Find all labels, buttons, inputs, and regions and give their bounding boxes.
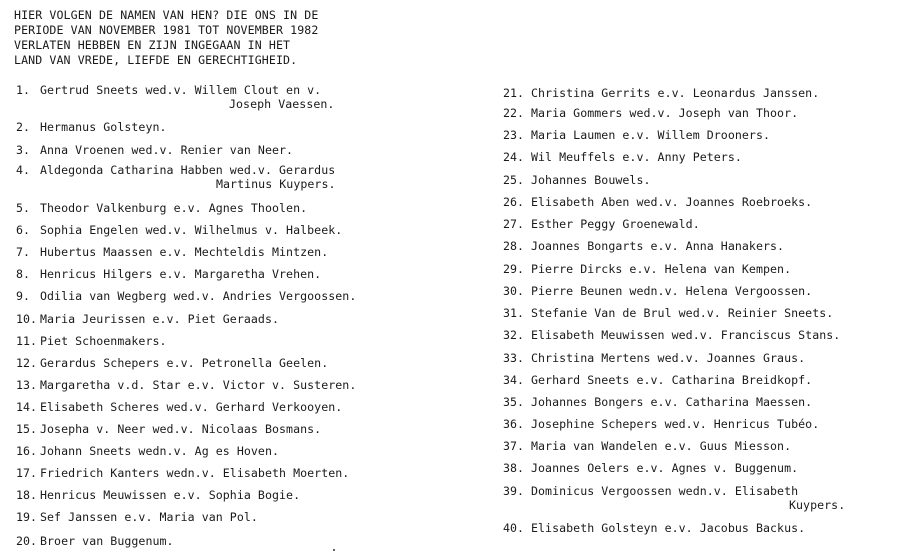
list-item-name: Stefanie Van de Brul wed.v. Reinier Sneets. xyxy=(531,306,834,320)
list-item xyxy=(16,289,356,303)
list-item-number: 22. xyxy=(503,106,525,120)
list-item-number: 3. xyxy=(16,143,31,157)
list-item-text xyxy=(503,373,812,387)
list-item-name: Gerhard Sneets e.v. Catharina Breidkopf. xyxy=(531,373,813,387)
list-item-text xyxy=(16,245,328,259)
list-item xyxy=(503,461,798,475)
list-item-number: 15. xyxy=(16,422,38,436)
list-item-name: Broer van Buggenum. xyxy=(40,534,174,548)
list-item xyxy=(503,195,812,209)
list-item-text xyxy=(16,356,328,370)
list-item-number: 37. xyxy=(503,439,525,453)
list-item-continuation: Kuypers. xyxy=(789,498,846,512)
list-item-continuation: Martinus Kuypers. xyxy=(216,177,336,191)
list-item xyxy=(16,83,334,111)
list-item-name: Aldegonda Catharina Habben wed.v. Gerardus xyxy=(40,163,336,177)
list-item-name: Margaretha v.d. Star e.v. Victor v. Susteren. xyxy=(40,378,357,392)
list-item-text xyxy=(16,334,167,348)
list-item xyxy=(16,466,349,480)
list-item-text xyxy=(16,510,258,524)
list-item-name: Theodor Valkenburg e.v. Agnes Thoolen. xyxy=(40,201,308,215)
list-item xyxy=(503,306,833,320)
list-item-text xyxy=(503,86,819,100)
list-item xyxy=(16,334,167,348)
list-item-name: Hubertus Maassen e.v. Mechteldis Mintzen. xyxy=(40,245,329,259)
list-item-name: Friedrich Kanters wedn.v. Elisabeth Moerten. xyxy=(40,466,350,480)
list-item xyxy=(16,201,307,215)
list-item-number: 23. xyxy=(503,128,525,142)
list-item-text xyxy=(16,120,167,134)
list-item-text xyxy=(503,195,812,209)
list-item-number: 31. xyxy=(503,306,525,320)
list-item xyxy=(16,312,279,326)
list-item-text xyxy=(16,444,279,458)
list-item xyxy=(16,120,167,134)
list-item xyxy=(16,356,328,370)
list-item-text xyxy=(16,143,293,157)
list-item-number: 12. xyxy=(16,356,38,370)
list-item-text xyxy=(503,262,791,276)
list-item-number: 32. xyxy=(503,328,525,342)
list-item-name: Dominicus Vergoossen wedn.v. Elisabeth xyxy=(531,484,799,498)
list-item-number: 9. xyxy=(16,289,31,303)
list-item-text xyxy=(503,217,700,231)
list-item xyxy=(16,444,279,458)
list-item xyxy=(503,484,845,512)
list-item xyxy=(503,439,791,453)
list-item-number: 26. xyxy=(503,195,525,209)
list-item xyxy=(503,106,798,120)
list-item xyxy=(503,128,770,142)
list-item xyxy=(503,86,819,100)
list-item xyxy=(503,328,840,342)
list-item xyxy=(16,143,293,157)
list-item xyxy=(503,284,812,298)
header-line: VERLATEN HEBBEN EN ZIJN INGEGAAN IN HET xyxy=(14,38,291,52)
list-item-text xyxy=(16,201,307,215)
stray-mark xyxy=(333,549,335,551)
list-item-number: 18. xyxy=(16,488,38,502)
list-item-name: Odilia van Wegberg wed.v. Andries Vergoossen. xyxy=(40,289,357,303)
list-item-name: Christina Gerrits e.v. Leonardus Janssen. xyxy=(531,86,820,100)
list-item-text xyxy=(503,150,742,164)
list-item-name: Sef Janssen e.v. Maria van Pol. xyxy=(40,510,258,524)
list-item-number: 28. xyxy=(503,239,525,253)
list-item xyxy=(16,245,328,259)
list-item-name: Hermanus Golsteyn. xyxy=(40,120,167,134)
list-item-name: Johannes Bouwels. xyxy=(531,173,651,187)
header-line: LAND VAN VREDE, LIEFDE EN GERECHTIGHEID. xyxy=(14,53,298,67)
list-item-number: 19. xyxy=(16,510,38,524)
list-item xyxy=(16,223,342,237)
list-item-number: 4. xyxy=(16,163,31,177)
list-item-text xyxy=(16,163,335,177)
list-item-number: 10. xyxy=(16,312,38,326)
list-item-text xyxy=(503,439,791,453)
list-item-text xyxy=(503,521,805,535)
list-item-text xyxy=(503,106,798,120)
list-item xyxy=(16,422,321,436)
list-item-text xyxy=(16,378,356,392)
list-item-text xyxy=(16,83,321,97)
list-item-name: Henricus Hilgers e.v. Margaretha Vrehen. xyxy=(40,267,322,281)
list-item-text xyxy=(503,328,840,342)
list-item-number: 2. xyxy=(16,120,31,134)
list-item xyxy=(503,521,805,535)
list-item-name: Johannes Bongers e.v. Catharina Maessen. xyxy=(531,395,813,409)
list-item-number: 30. xyxy=(503,284,525,298)
list-item-name: Elisabeth Scheres wed.v. Gerhard Verkooyen. xyxy=(40,400,343,414)
list-item-name: Maria Gommers wed.v. Joseph van Thoor. xyxy=(531,106,799,120)
list-item xyxy=(16,488,300,502)
list-item-number: 14. xyxy=(16,400,38,414)
list-item xyxy=(503,239,784,253)
list-item xyxy=(16,163,336,191)
list-item-name: Elisabeth Golsteyn e.v. Jacobus Backus. xyxy=(531,521,806,535)
list-item-continuation: Joseph Vaessen. xyxy=(229,97,335,111)
list-item-number: 1. xyxy=(16,83,31,97)
list-item-text xyxy=(503,306,833,320)
list-item xyxy=(16,510,258,524)
list-item-name: Christina Mertens wed.v. Joannes Graus. xyxy=(531,351,806,365)
list-item-text xyxy=(16,267,321,281)
list-item-text xyxy=(503,239,784,253)
list-item-number: 7. xyxy=(16,245,31,259)
list-item xyxy=(16,267,321,281)
list-item-text xyxy=(16,400,342,414)
list-item xyxy=(503,351,805,365)
list-item-text xyxy=(16,422,321,436)
list-item-number: 17. xyxy=(16,466,38,480)
list-item-text xyxy=(16,312,279,326)
list-item-name: Wil Meuffels e.v. Anny Peters. xyxy=(531,150,742,164)
list-item xyxy=(16,378,356,392)
list-item-number: 11. xyxy=(16,334,38,348)
list-item-text xyxy=(503,417,819,431)
list-item-name: Pierre Beunen wedn.v. Helena Vergoossen. xyxy=(531,284,813,298)
list-item-name: Maria Jeurissen e.v. Piet Geraads. xyxy=(40,312,280,326)
list-item-number: 27. xyxy=(503,217,525,231)
list-item-text xyxy=(503,461,798,475)
list-item-name: Maria van Wandelen e.v. Guus Miesson. xyxy=(531,439,792,453)
list-item-number: 6. xyxy=(16,223,31,237)
list-item-number: 33. xyxy=(503,351,525,365)
list-item-number: 29. xyxy=(503,262,525,276)
list-item-text xyxy=(16,466,349,480)
list-item-name: Sophia Engelen wed.v. Wilhelmus v. Halbeek. xyxy=(40,223,343,237)
list-item-name: Maria Laumen e.v. Willem Drooners. xyxy=(531,128,771,142)
list-item-name: Gertrud Sneets wed.v. Willem Clout en v. xyxy=(40,83,322,97)
list-item xyxy=(503,262,791,276)
list-item-name: Gerardus Schepers e.v. Petronella Geelen. xyxy=(40,356,329,370)
list-item-text xyxy=(503,351,805,365)
list-item-number: 36. xyxy=(503,417,525,431)
list-item xyxy=(503,417,819,431)
list-item-name: Johann Sneets wedn.v. Ag es Hoven. xyxy=(40,444,280,458)
list-item-name: Josephine Schepers wed.v. Henricus Tubéo. xyxy=(531,417,820,431)
list-item-number: 21. xyxy=(503,86,525,100)
list-item-text xyxy=(503,128,770,142)
list-item-number: 35. xyxy=(503,395,525,409)
list-item-number: 8. xyxy=(16,267,31,281)
list-item-name: Anna Vroenen wed.v. Renier van Neer. xyxy=(40,143,294,157)
list-item-number: 39. xyxy=(503,484,525,498)
list-item-name: Elisabeth Meuwissen wed.v. Franciscus Stans. xyxy=(531,328,841,342)
list-item xyxy=(16,534,174,548)
header-line: HIER VOLGEN DE NAMEN VAN HEN? DIE ONS IN DE xyxy=(14,8,319,22)
list-item-number: 16. xyxy=(16,444,38,458)
list-item xyxy=(16,400,342,414)
list-item-text xyxy=(503,484,798,498)
list-item-name: Piet Schoenmakers. xyxy=(40,334,167,348)
list-item-text xyxy=(16,534,174,548)
list-item-number: 5. xyxy=(16,201,31,215)
list-item xyxy=(503,395,812,409)
list-item xyxy=(503,217,700,231)
list-item-number: 40. xyxy=(503,521,525,535)
list-item-name: Esther Peggy Groenewald. xyxy=(531,217,700,231)
list-item-number: 34. xyxy=(503,373,525,387)
list-item-name: Josepha v. Neer wed.v. Nicolaas Bosmans. xyxy=(40,422,322,436)
list-item-text xyxy=(503,173,651,187)
list-item-text xyxy=(16,223,342,237)
list-item xyxy=(503,373,812,387)
list-item-text xyxy=(503,284,812,298)
list-item-text xyxy=(503,395,812,409)
list-item-name: Elisabeth Aben wed.v. Joannes Roebroeks. xyxy=(531,195,813,209)
list-item xyxy=(503,173,651,187)
list-item-number: 24. xyxy=(503,150,525,164)
list-item-text xyxy=(16,289,356,303)
list-item-number: 38. xyxy=(503,461,525,475)
list-item-name: Pierre Dircks e.v. Helena van Kempen. xyxy=(531,262,792,276)
list-item-name: Henricus Meuwissen e.v. Sophia Bogie. xyxy=(40,488,301,502)
list-item-name: Joannes Oelers e.v. Agnes v. Buggenum. xyxy=(531,461,799,475)
list-item-number: 13. xyxy=(16,378,38,392)
list-item-number: 20. xyxy=(16,534,38,548)
list-item-number: 25. xyxy=(503,173,525,187)
list-item-name: Joannes Bongarts e.v. Anna Hanakers. xyxy=(531,239,785,253)
list-item-text xyxy=(16,488,300,502)
header-line: PERIODE VAN NOVEMBER 1981 TOT NOVEMBER 1982 xyxy=(14,23,319,37)
list-item xyxy=(503,150,742,164)
